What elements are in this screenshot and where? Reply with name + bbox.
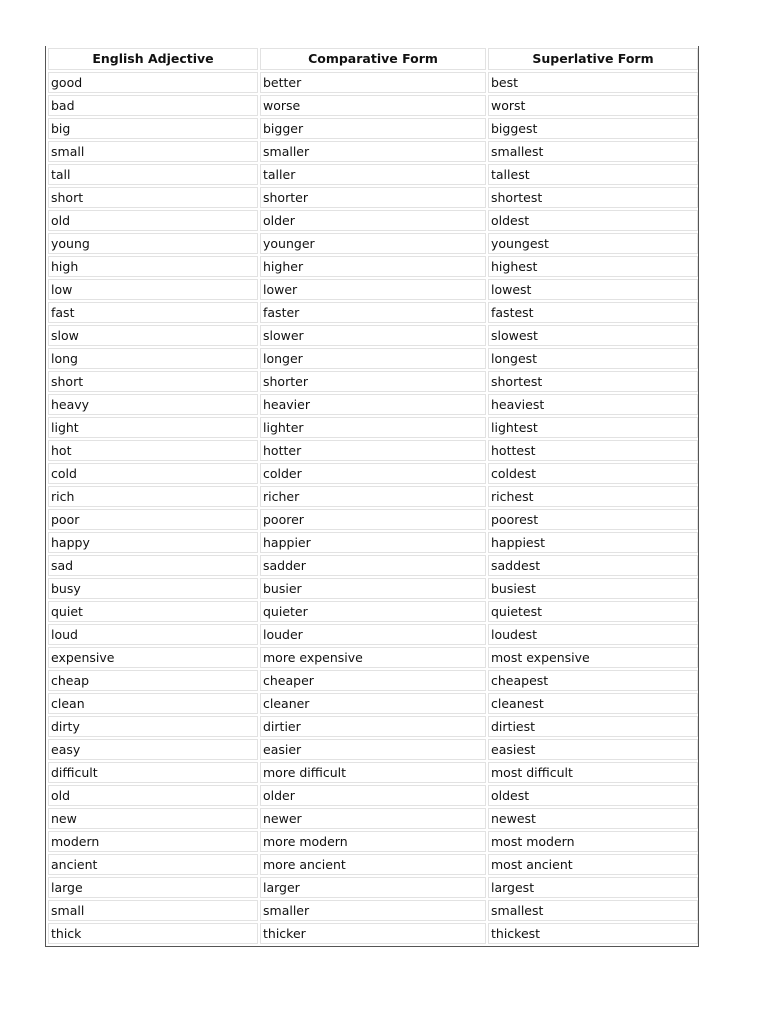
table-row <box>48 417 698 438</box>
table-row <box>48 785 698 806</box>
table-row <box>48 509 698 530</box>
cell-adjective: old <box>48 210 258 231</box>
table-row <box>48 854 698 875</box>
cell-comparative: older <box>260 210 486 231</box>
cell-comparative: dirtier <box>260 716 486 737</box>
cell-adjective: short <box>48 371 258 392</box>
table-row <box>48 578 698 599</box>
table-row <box>48 831 698 852</box>
table-row <box>48 900 698 921</box>
cell-adjective: new <box>48 808 258 829</box>
cell-superlative: smallest <box>488 141 698 162</box>
cell-adjective: slow <box>48 325 258 346</box>
table-row <box>48 555 698 576</box>
cell-adjective: rich <box>48 486 258 507</box>
cell-superlative: tallest <box>488 164 698 185</box>
cell-comparative: heavier <box>260 394 486 415</box>
header-comparative-form: Comparative Form <box>260 48 486 70</box>
cell-comparative: hotter <box>260 440 486 461</box>
cell-comparative: taller <box>260 164 486 185</box>
cell-adjective: difficult <box>48 762 258 783</box>
cell-adjective: expensive <box>48 647 258 668</box>
cell-comparative: easier <box>260 739 486 760</box>
cell-comparative: worse <box>260 95 486 116</box>
cell-superlative: poorest <box>488 509 698 530</box>
cell-superlative: most difficult <box>488 762 698 783</box>
cell-superlative: quietest <box>488 601 698 622</box>
cell-superlative: best <box>488 72 698 93</box>
cell-adjective: busy <box>48 578 258 599</box>
cell-comparative: more modern <box>260 831 486 852</box>
cell-superlative: most ancient <box>488 854 698 875</box>
cell-comparative: richer <box>260 486 486 507</box>
table-row <box>48 670 698 691</box>
cell-comparative: more difficult <box>260 762 486 783</box>
table-row <box>48 486 698 507</box>
table-row <box>48 279 698 300</box>
cell-adjective: clean <box>48 693 258 714</box>
cell-comparative: more expensive <box>260 647 486 668</box>
cell-superlative: heaviest <box>488 394 698 415</box>
cell-superlative: coldest <box>488 463 698 484</box>
table-row <box>48 348 698 369</box>
cell-adjective: big <box>48 118 258 139</box>
cell-adjective: fast <box>48 302 258 323</box>
cell-adjective: old <box>48 785 258 806</box>
cell-adjective: large <box>48 877 258 898</box>
cell-comparative: slower <box>260 325 486 346</box>
cell-superlative: youngest <box>488 233 698 254</box>
cell-superlative: shortest <box>488 187 698 208</box>
cell-adjective: cold <box>48 463 258 484</box>
header-row <box>48 48 698 70</box>
cell-superlative: lightest <box>488 417 698 438</box>
cell-adjective: quiet <box>48 601 258 622</box>
cell-adjective: low <box>48 279 258 300</box>
cell-superlative: newest <box>488 808 698 829</box>
cell-adjective: bad <box>48 95 258 116</box>
table-row <box>48 187 698 208</box>
cell-comparative: thicker <box>260 923 486 944</box>
header-superlative-form: Superlative Form <box>488 48 698 70</box>
cell-adjective: tall <box>48 164 258 185</box>
table-row <box>48 141 698 162</box>
cell-comparative: newer <box>260 808 486 829</box>
cell-comparative: longer <box>260 348 486 369</box>
cell-comparative: quieter <box>260 601 486 622</box>
table-row <box>48 808 698 829</box>
adjective-table-container <box>45 46 699 947</box>
table-body <box>48 72 698 944</box>
cell-comparative: better <box>260 72 486 93</box>
cell-superlative: happiest <box>488 532 698 553</box>
cell-adjective: small <box>48 141 258 162</box>
cell-superlative: richest <box>488 486 698 507</box>
cell-adjective: happy <box>48 532 258 553</box>
cell-comparative: smaller <box>260 900 486 921</box>
cell-adjective: long <box>48 348 258 369</box>
cell-superlative: slowest <box>488 325 698 346</box>
table-row <box>48 256 698 277</box>
table-row <box>48 164 698 185</box>
cell-superlative: oldest <box>488 210 698 231</box>
table-row <box>48 532 698 553</box>
cell-comparative: younger <box>260 233 486 254</box>
cell-comparative: more ancient <box>260 854 486 875</box>
table-row <box>48 463 698 484</box>
cell-superlative: dirtiest <box>488 716 698 737</box>
cell-adjective: poor <box>48 509 258 530</box>
cell-comparative: shorter <box>260 371 486 392</box>
table-row <box>48 325 698 346</box>
cell-adjective: ancient <box>48 854 258 875</box>
cell-adjective: hot <box>48 440 258 461</box>
cell-superlative: lowest <box>488 279 698 300</box>
cell-comparative: bigger <box>260 118 486 139</box>
table-row <box>48 716 698 737</box>
table-row <box>48 601 698 622</box>
table-row <box>48 877 698 898</box>
cell-superlative: loudest <box>488 624 698 645</box>
cell-comparative: shorter <box>260 187 486 208</box>
cell-superlative: cleanest <box>488 693 698 714</box>
cell-superlative: biggest <box>488 118 698 139</box>
cell-adjective: thick <box>48 923 258 944</box>
cell-adjective: good <box>48 72 258 93</box>
table-row <box>48 440 698 461</box>
table-row <box>48 210 698 231</box>
table-row <box>48 647 698 668</box>
cell-superlative: thickest <box>488 923 698 944</box>
cell-adjective: easy <box>48 739 258 760</box>
cell-superlative: highest <box>488 256 698 277</box>
cell-adjective: light <box>48 417 258 438</box>
cell-comparative: lower <box>260 279 486 300</box>
cell-superlative: most modern <box>488 831 698 852</box>
header-english-adjective: English Adjective <box>48 48 258 70</box>
table-row <box>48 233 698 254</box>
table-row <box>48 95 698 116</box>
table-row <box>48 302 698 323</box>
cell-comparative: louder <box>260 624 486 645</box>
cell-superlative: fastest <box>488 302 698 323</box>
cell-comparative: older <box>260 785 486 806</box>
table-row <box>48 693 698 714</box>
table-row <box>48 762 698 783</box>
table-header <box>48 48 698 70</box>
cell-comparative: happier <box>260 532 486 553</box>
cell-adjective: young <box>48 233 258 254</box>
table-row <box>48 371 698 392</box>
cell-comparative: larger <box>260 877 486 898</box>
cell-superlative: saddest <box>488 555 698 576</box>
cell-superlative: smallest <box>488 900 698 921</box>
cell-adjective: sad <box>48 555 258 576</box>
table-row <box>48 394 698 415</box>
cell-comparative: faster <box>260 302 486 323</box>
cell-superlative: cheapest <box>488 670 698 691</box>
table-row <box>48 923 698 944</box>
cell-superlative: easiest <box>488 739 698 760</box>
cell-superlative: largest <box>488 877 698 898</box>
cell-comparative: sadder <box>260 555 486 576</box>
cell-superlative: most expensive <box>488 647 698 668</box>
table-row <box>48 624 698 645</box>
adjective-table <box>46 46 700 946</box>
cell-adjective: loud <box>48 624 258 645</box>
table-row <box>48 118 698 139</box>
cell-adjective: dirty <box>48 716 258 737</box>
cell-comparative: cleaner <box>260 693 486 714</box>
cell-comparative: busier <box>260 578 486 599</box>
cell-comparative: cheaper <box>260 670 486 691</box>
cell-adjective: heavy <box>48 394 258 415</box>
cell-superlative: hottest <box>488 440 698 461</box>
cell-comparative: smaller <box>260 141 486 162</box>
cell-adjective: modern <box>48 831 258 852</box>
cell-comparative: colder <box>260 463 486 484</box>
cell-superlative: longest <box>488 348 698 369</box>
table-row <box>48 739 698 760</box>
cell-comparative: higher <box>260 256 486 277</box>
cell-adjective: short <box>48 187 258 208</box>
cell-superlative: oldest <box>488 785 698 806</box>
cell-superlative: shortest <box>488 371 698 392</box>
cell-superlative: worst <box>488 95 698 116</box>
cell-adjective: small <box>48 900 258 921</box>
table-row <box>48 72 698 93</box>
cell-adjective: high <box>48 256 258 277</box>
cell-comparative: lighter <box>260 417 486 438</box>
cell-comparative: poorer <box>260 509 486 530</box>
cell-adjective: cheap <box>48 670 258 691</box>
cell-superlative: busiest <box>488 578 698 599</box>
